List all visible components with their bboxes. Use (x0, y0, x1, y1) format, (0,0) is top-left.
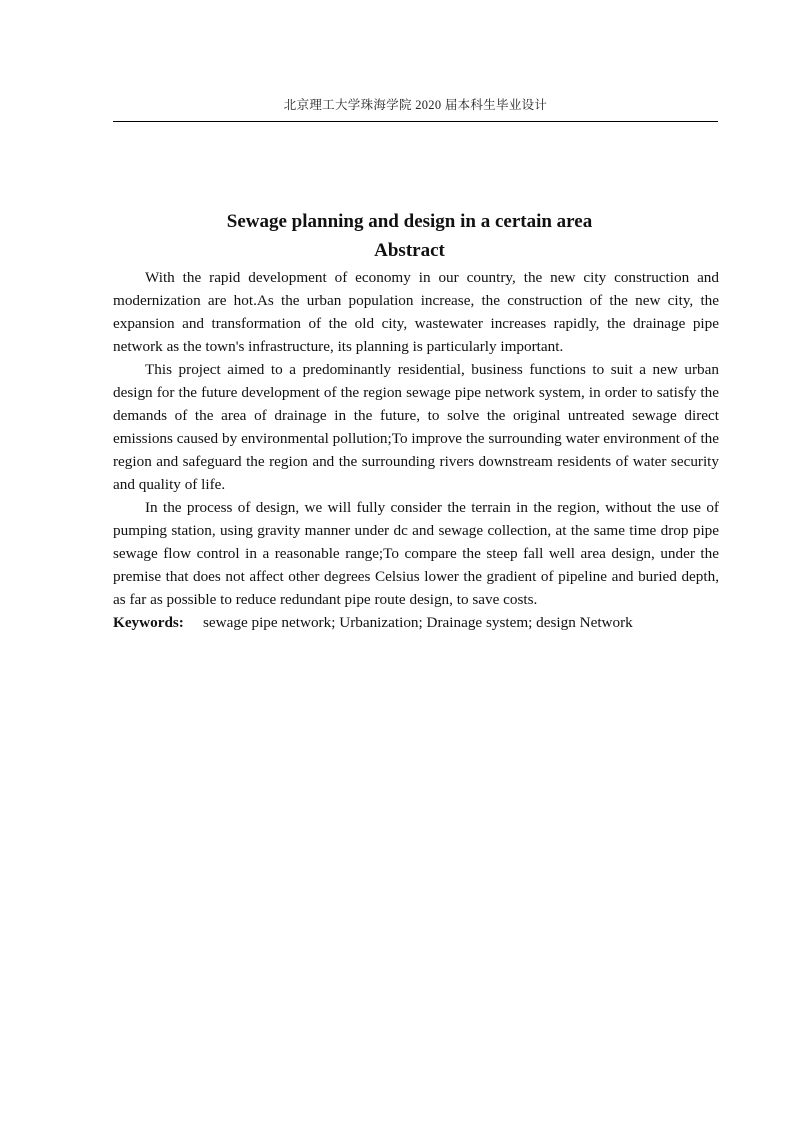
abstract-paragraph: In the process of design, we will fully consider the terrain in the region, without the use of pumping station, using gravity manner under dc and sewage collection, at the same time drop pipe sewage flow control in a reasonable range;To compare the steep fall well area design, under the premise that does not affect other degrees Celsius lower the gradient of pipeline and buried depth, as far as possible to reduce redundant pipe route design, to save costs. (113, 499, 719, 608)
keywords-label: Keywords: (113, 614, 184, 631)
page-header: 北京理工大学珠海学院 2020 届本科生毕业设计 (283, 98, 548, 112)
abstract-body (113, 266, 719, 634)
keywords-text: sewage pipe network; Urbanization; Drainage system; design Network (203, 614, 633, 631)
abstract-paragraph: This project aimed to a predominantly residential, business functions to suit a new urban design for the future development of the region sewage pipe network system, in order to satisfy the demands of the area of drainage in the future, to solve the original untreated sewage direct emissions caused by environmental pollution;To improve the surrounding water environment of the region and safeguard the region and the surrounding rivers downstream residents of water security and quality of life. (113, 361, 719, 493)
header-divider (113, 121, 718, 122)
keywords-line (113, 611, 719, 634)
abstract-heading: Abstract (374, 240, 445, 261)
abstract-paragraph: With the rapid development of economy in our country, the new city construction and modernization are hot.As the urban population increase, the construction of the new city, the expansion and transformation of the old city, wastewater increases rapidly, the drainage pipe network as the town's infrastructure, its planning is particularly important. (113, 269, 719, 355)
document-title: Sewage planning and design in a certain area (226, 211, 593, 232)
